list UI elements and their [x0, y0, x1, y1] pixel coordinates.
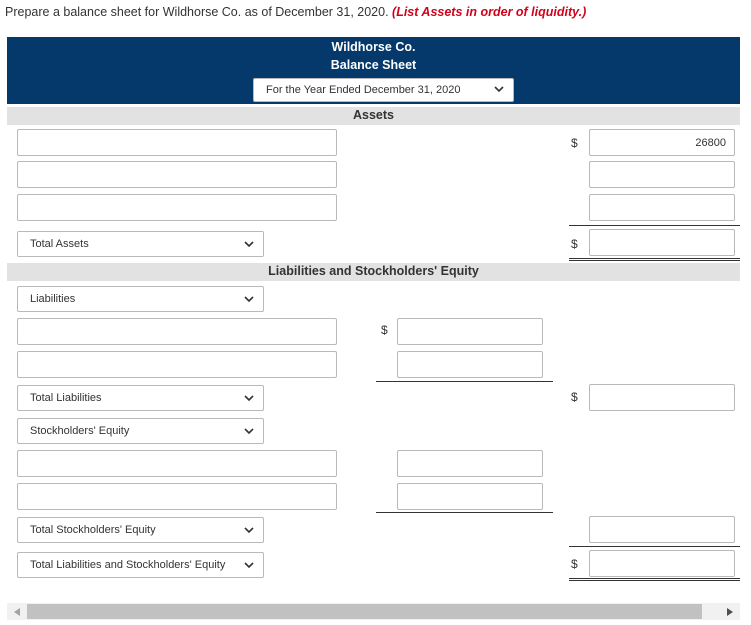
liabilities-equity-section-header: Liabilities and Stockholders' Equity: [7, 263, 740, 281]
total-stockholders-equity-label: Total Stockholders' Equity: [30, 524, 156, 536]
total-liabilities-label: Total Liabilities: [30, 392, 102, 404]
liability-account-input-2[interactable]: [17, 351, 337, 378]
total-assets-select[interactable]: [17, 231, 264, 257]
total-stockholders-equity-amount-input[interactable]: [589, 516, 735, 543]
stockholders-equity-select[interactable]: [17, 418, 264, 444]
period-select-value: For the Year Ended December 31, 2020: [266, 84, 461, 96]
equity-amount-input-2[interactable]: [397, 483, 543, 510]
triangle-right-icon: [727, 608, 733, 616]
equity-amount-input-1[interactable]: [397, 450, 543, 477]
total-double-rule: [569, 258, 740, 261]
chevron-down-icon: [244, 296, 254, 303]
subtotal-rule: [569, 225, 740, 226]
subtotal-rule: [376, 512, 553, 513]
dollar-sign: $: [571, 557, 578, 571]
total-liabilities-select[interactable]: [17, 385, 264, 411]
liability-amount-input-1[interactable]: [397, 318, 543, 345]
asset-amount-input-3[interactable]: [589, 194, 735, 221]
scroll-right-button[interactable]: [722, 603, 738, 620]
instruction-text: [5, 5, 586, 19]
equity-account-input-2[interactable]: [17, 483, 337, 510]
subtotal-rule: [569, 546, 740, 547]
dollar-sign: $: [381, 323, 388, 337]
company-name: Wildhorse Co.: [331, 40, 416, 54]
period-select[interactable]: [253, 78, 514, 102]
scrollbar-thumb[interactable]: [27, 604, 702, 619]
asset-account-input-1[interactable]: [17, 129, 337, 156]
asset-account-input-2[interactable]: [17, 161, 337, 188]
asset-amount-input-2[interactable]: [589, 161, 735, 188]
stockholders-equity-label: Stockholders' Equity: [30, 425, 130, 437]
scroll-left-button[interactable]: [9, 603, 25, 620]
dollar-sign: $: [571, 237, 578, 251]
chevron-down-icon: [494, 86, 504, 93]
chevron-down-icon: [244, 527, 254, 534]
total-assets-amount-input[interactable]: [589, 229, 735, 256]
liabilities-label: Liabilities: [30, 293, 76, 305]
chevron-down-icon: [244, 562, 254, 569]
statement-title: Balance Sheet: [330, 58, 417, 72]
chevron-down-icon: [244, 241, 254, 248]
subtotal-rule: [376, 381, 553, 382]
dollar-sign: $: [571, 390, 578, 404]
instruction-emphasis: (List Assets in order of liquidity.): [392, 5, 587, 19]
total-double-rule: [569, 578, 740, 581]
chevron-down-icon: [244, 395, 254, 402]
total-liabilities-equity-select[interactable]: [17, 552, 264, 578]
asset-amount-input-1[interactable]: 26800: [589, 129, 735, 156]
instruction-main: Prepare a balance sheet for Wildhorse Co. as of December 31, 2020.: [5, 5, 389, 19]
equity-account-input-1[interactable]: [17, 450, 337, 477]
chevron-down-icon: [244, 428, 254, 435]
triangle-left-icon: [14, 608, 20, 616]
asset-account-input-3[interactable]: [17, 194, 337, 221]
total-liabilities-equity-amount-input[interactable]: [589, 550, 735, 577]
total-liabilities-amount-input[interactable]: [589, 384, 735, 411]
total-stockholders-equity-select[interactable]: [17, 517, 264, 543]
dollar-sign: $: [571, 136, 578, 150]
liabilities-select[interactable]: [17, 286, 264, 312]
total-liabilities-equity-label: Total Liabilities and Stockholders' Equity: [30, 559, 226, 571]
liability-account-input-1[interactable]: [17, 318, 337, 345]
liability-amount-input-2[interactable]: [397, 351, 543, 378]
assets-section-header: Assets: [7, 107, 740, 125]
total-assets-label: Total Assets: [30, 238, 89, 250]
